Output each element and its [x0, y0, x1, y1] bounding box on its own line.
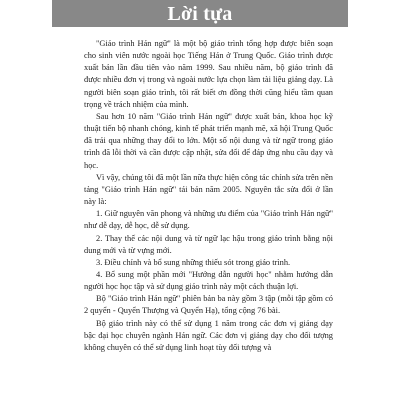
document-body: [84, 38, 333, 354]
paragraph: "Giáo trình Hán ngữ" là một bộ giáo trình tổng hợp được biên soạn cho sinh viên nước ngoài học Tiếng Hán ở Trung Quốc. Giáo trình được xuất bản lần đầu tiên vào năm 1999. Sau nhiều năm, bộ giáo trình đã được nhiều đơn vị trong và ngoài nước lựa chọn làm tài liệu giảng dạy. Là người biên soạn giáo trình, tôi rất biết ơn đồng thời cũng hiểu tầm quan trọng về trách nhiệm của mình.: [84, 39, 333, 109]
list-item-number: 2.: [96, 233, 103, 243]
list-item-text: Thay thế các nội dung và từ ngữ lạc hậu trong giáo trình bằng nội dung mới và từ vựng mới.: [84, 233, 333, 255]
list-item: [84, 233, 333, 257]
paragraph: Sau hơn 10 năm "Giáo trình Hán ngữ" được xuất bản, khoa học kỹ thuật tiến bộ nhanh chóng, kinh tế phát triển mạnh mẽ, xã hội Trung Quốc đã trải qua những thay đổi to lớn. Một số nội dung và từ ngữ trong giáo trình đã lỗi thời và cần được cập nhật, sửa đổi để đáp ứng nhu cầu dạy và học.: [84, 111, 333, 170]
list-item-text: Điều chỉnh và bổ sung những thiếu sót trong giáo trình.: [104, 257, 291, 267]
list-item-number: 4.: [96, 269, 103, 279]
paragraph: Vì vậy, chúng tôi đã một lần nữa thực hiện công tác chỉnh sửa trên nền tảng "Giáo trình Hán ngữ" tái bản năm 2005. Nguyên tắc sửa đổi ở lần này là:: [84, 172, 333, 207]
paragraph: Bộ giáo trình này có thể sử dụng 1 năm trong các đơn vị giảng dạy bậc đại học chuyên ngành Hán ngữ. Các đơn vị giảng dạy cho đối tượng không chuyên có thể sử dụng linh hoạt tùy đối tượng và: [84, 318, 333, 352]
list-item-number: 1.: [96, 209, 103, 219]
list-item-number: 3.: [96, 257, 103, 267]
paragraph: Bộ "Giáo trình Hán ngữ" phiên bản ba này gồm 3 tập (mỗi tập gồm có 2 quyển - Quyển Thượng và Quyển Hạ), tổng cộng 76 bài.: [84, 294, 333, 316]
title-banner: [52, 0, 348, 27]
list-item: [84, 257, 333, 269]
list-item: [84, 269, 333, 293]
list-item-text: Giữ nguyên văn phong và những ưu điểm của "Giáo trình Hán ngữ" như dễ dạy, dễ học, dễ sử dụng.: [84, 209, 333, 231]
list-item: [84, 208, 333, 232]
page-title: Lời tựa: [167, 2, 233, 25]
list-item-text: Bổ sung một phần mới "Hướng dẫn người học" nhằm hướng dẫn người học học tập và sử dụng giáo trình này một cách thuận lợi.: [84, 269, 333, 292]
